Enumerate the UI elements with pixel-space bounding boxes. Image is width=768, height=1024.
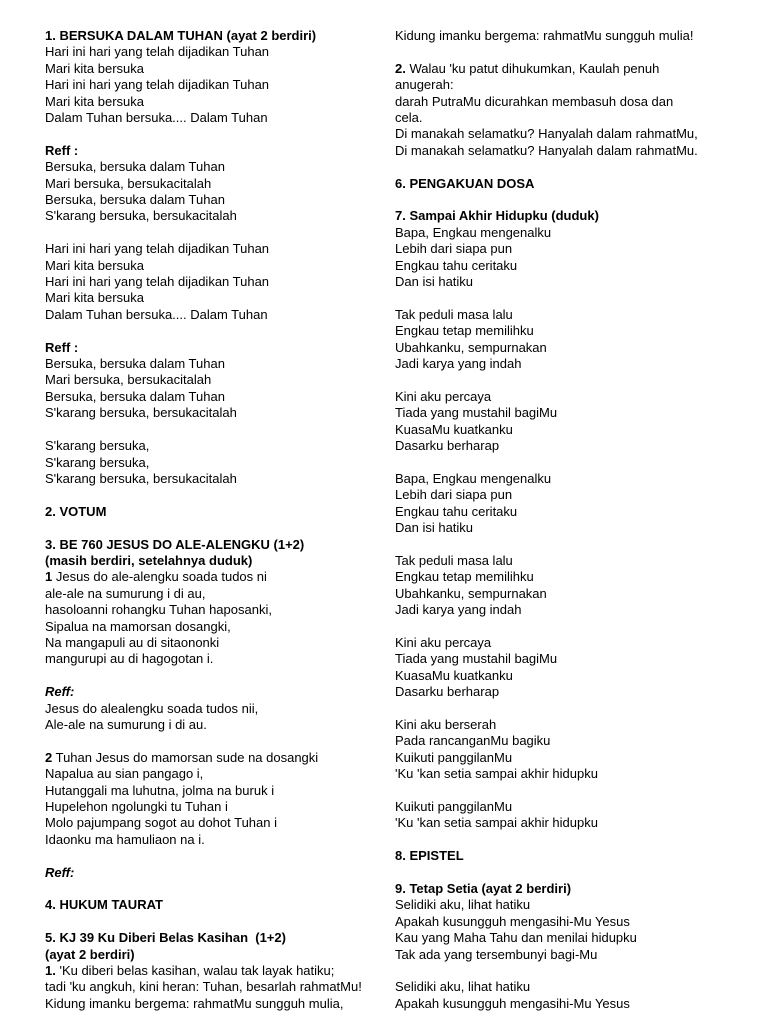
text-line: Kini aku percaya	[395, 634, 492, 650]
text-line: Kidung imanku bergema: rahmatMu sungguh mulia,	[45, 995, 344, 1011]
blank-line	[45, 126, 380, 142]
text-line: Idaonku ma hamuliaon na i.	[45, 831, 205, 847]
verse-number: 1.	[45, 962, 56, 978]
blank-line	[45, 487, 380, 503]
text-line: Di manakah selamatku? Hanyalah dalam rahmatMu,	[395, 126, 698, 142]
text-line: Bersuka, bersuka dalam Tuhan	[45, 356, 225, 372]
text-line: Tak peduli masa lalu	[395, 552, 513, 568]
blank-line	[45, 733, 380, 749]
blank-line	[395, 832, 755, 848]
text-line: Tiada yang mustahil bagiMu	[395, 405, 558, 421]
text-line: Apakah kusungguh mengasihi-Mu Yesus	[395, 913, 630, 929]
blank-line	[45, 848, 380, 864]
text-line: Ale-ale na sumurung i di au.	[45, 716, 207, 732]
blank-line	[395, 192, 755, 208]
text-line: 'Ku 'kan setia sampai akhir hidupku	[395, 815, 598, 831]
heading-line: Reff:	[45, 684, 75, 700]
blank-line	[45, 520, 380, 536]
blank-line	[395, 865, 755, 881]
heading-line: 2. VOTUM	[45, 503, 107, 519]
text-line: Engkau tahu ceritaku	[395, 503, 518, 519]
text-line: Selidiki aku, lihat hatiku	[395, 897, 531, 913]
text-line: mangurupi au di hagogotan i.	[45, 651, 214, 667]
text-line	[45, 569, 380, 585]
text-line: 'Ku 'kan setia sampai akhir hidupku	[395, 766, 598, 782]
text-line: ale-ale na sumurung i di au,	[45, 585, 206, 601]
text-line: hasoloanni rohangku Tuhan haposanki,	[45, 602, 272, 618]
heading-line: Reff :	[45, 142, 79, 158]
text-line: KuasaMu kuatkanku	[395, 421, 513, 437]
text-line	[45, 963, 380, 979]
heading-line: 1. BERSUKA DALAM TUHAN (ayat 2 berdiri)	[45, 28, 317, 43]
blank-line	[395, 963, 755, 979]
text-line: Tiada yang mustahil bagiMu	[395, 651, 558, 667]
text-line: Selidiki aku, lihat hatiku	[395, 979, 531, 995]
blank-line	[45, 881, 380, 897]
blank-line	[45, 225, 380, 241]
heading-line: 6. PENGAKUAN DOSA	[395, 175, 535, 191]
text-line: Kuikuti panggilanMu	[395, 749, 513, 765]
text-line: Dan isi hatiku	[395, 520, 474, 536]
text-line: Kini aku percaya	[395, 388, 492, 404]
verse-text: Tuhan Jesus do mamorsan sude na dosangki	[52, 749, 319, 765]
text-line: Hutanggali ma luhutna, jolma na buruk i	[45, 782, 275, 798]
blank-line	[395, 44, 755, 60]
right-column	[395, 28, 755, 1012]
text-line	[45, 750, 380, 766]
text-line: Dalam Tuhan bersuka.... Dalam Tuhan	[45, 110, 268, 126]
text-line: anugerah:	[395, 77, 454, 93]
text-line: Sipalua na mamorsan dosangki,	[45, 618, 231, 634]
text-line: Engkau tahu ceritaku	[395, 257, 518, 273]
verse-text: Walau 'ku patut dihukumkan, Kaulah penuh	[405, 60, 660, 76]
text-line: Hari ini hari yang telah dijadikan Tuhan	[45, 77, 270, 93]
heading-line: Reff:	[45, 864, 75, 880]
text-line: S'karang bersuka,	[45, 454, 150, 470]
blank-line	[45, 323, 380, 339]
blank-line	[395, 537, 755, 553]
text-line: Mari kita bersuka	[45, 60, 144, 76]
text-line: cela.	[395, 110, 423, 126]
heading-line: 7. Sampai Akhir Hidupku (duduk)	[395, 208, 599, 224]
text-line: Hari ini hari yang telah dijadikan Tuhan	[45, 241, 270, 257]
text-line: Jadi karya yang indah	[395, 602, 522, 618]
blank-line	[395, 454, 755, 470]
text-line: Na mangapuli au di sitaononki	[45, 634, 220, 650]
blank-line	[395, 159, 755, 175]
text-line: Lebih dari siapa pun	[395, 487, 513, 503]
text-line: Tak ada yang tersembunyi bagi-Mu	[395, 946, 598, 962]
text-line: Hari ini hari yang telah dijadikan Tuhan	[45, 44, 270, 60]
text-line: Bapa, Engkau mengenalku	[395, 470, 552, 486]
left-column	[45, 28, 380, 1012]
heading-line: 5. KJ 39 Ku Diberi Belas Kasihan (1+2)	[45, 930, 286, 946]
text-line: Napalua au sian pangago i,	[45, 766, 204, 782]
blank-line	[395, 372, 755, 388]
text-line: Jadi karya yang indah	[395, 356, 522, 372]
text-line: Kau yang Maha Tahu dan menilai hidupku	[395, 930, 637, 946]
blank-line	[395, 290, 755, 306]
verse-number: 2.	[395, 60, 406, 76]
text-line: darah PutraMu dicurahkan membasuh dosa dan	[395, 93, 674, 109]
heading-line: (ayat 2 berdiri)	[45, 946, 135, 962]
text-line: Mari kita bersuka	[45, 93, 144, 109]
text-line: S'karang bersuka, bersukacitalah	[45, 470, 237, 486]
text-line: Hari ini hari yang telah dijadikan Tuhan	[45, 274, 270, 290]
text-line: Hupelehon ngolungki tu Tuhan i	[45, 798, 228, 814]
text-line: Jesus do alealengku soada tudos nii,	[45, 700, 259, 716]
verse-text: 'Ku diberi belas kasihan, walau tak layak hatiku;	[55, 962, 335, 978]
verse-number: 2	[45, 749, 53, 765]
text-line: Dalam Tuhan bersuka.... Dalam Tuhan	[45, 306, 268, 322]
text-line: Engkau tetap memilihku	[395, 323, 534, 339]
text-line: Dasarku berharap	[395, 684, 500, 700]
text-line: Bersuka, bersuka dalam Tuhan	[45, 159, 225, 175]
text-line: Ubahkanku, sempurnakan	[395, 585, 547, 601]
text-line: KuasaMu kuatkanku	[395, 667, 513, 683]
text-line: Bersuka, bersuka dalam Tuhan	[45, 192, 225, 208]
text-line: S'karang bersuka, bersukacitalah	[45, 208, 237, 224]
text-line: Bapa, Engkau mengenalku	[395, 224, 552, 240]
text-line: Engkau tetap memilihku	[395, 569, 534, 585]
text-line: Mari bersuka, bersukacitalah	[45, 372, 212, 388]
text-line: Mari bersuka, bersukacitalah	[45, 175, 212, 191]
heading-line: Reff :	[45, 339, 79, 355]
blank-line	[45, 914, 380, 930]
blank-line	[395, 783, 755, 799]
heading-line: (masih berdiri, setelahnya duduk)	[45, 552, 253, 568]
verse-number: 1	[45, 569, 53, 585]
text-line: S'karang bersuka,	[45, 438, 150, 454]
text-line: Lebih dari siapa pun	[395, 241, 513, 257]
blank-line	[395, 701, 755, 717]
heading-line: 3. BE 760 JESUS DO ALE-ALENGKU (1+2)	[45, 536, 305, 552]
text-line: Dasarku berharap	[395, 438, 500, 454]
text-line: Dan isi hatiku	[395, 274, 474, 290]
text-line: S'karang bersuka, bersukacitalah	[45, 405, 237, 421]
blank-line	[45, 422, 380, 438]
text-line: tadi 'ku angkuh, kini heran: Tuhan, besarlah rahmatMu!	[45, 979, 362, 995]
text-line: Ubahkanku, sempurnakan	[395, 339, 547, 355]
text-line: Mari kita bersuka	[45, 257, 144, 273]
text-line: Di manakah selamatku? Hanyalah dalam rahmatMu.	[395, 142, 698, 158]
text-line: Apakah kusungguh mengasihi-Mu Yesus	[395, 995, 630, 1011]
text-line: Pada rancanganMu bagiku	[395, 733, 551, 749]
text-line: Kuikuti panggilanMu	[395, 798, 513, 814]
verse-text: Jesus do ale-alengku soada tudos ni	[52, 569, 267, 585]
heading-line: 8. EPISTEL	[395, 848, 464, 864]
blank-line	[45, 668, 380, 684]
heading-line: 4. HUKUM TAURAT	[45, 897, 163, 913]
text-line: Kini aku berserah	[395, 716, 497, 732]
blank-line	[395, 619, 755, 635]
text-line: Molo pajumpang sogot au dohot Tuhan i	[45, 815, 278, 831]
text-line: Kidung imanku bergema: rahmatMu sungguh mulia!	[395, 28, 694, 43]
text-line	[395, 61, 755, 77]
text-line: Mari kita bersuka	[45, 290, 144, 306]
heading-line: 9. Tetap Setia (ayat 2 berdiri)	[395, 880, 572, 896]
text-line: Tak peduli masa lalu	[395, 306, 513, 322]
text-line: Bersuka, bersuka dalam Tuhan	[45, 388, 225, 404]
